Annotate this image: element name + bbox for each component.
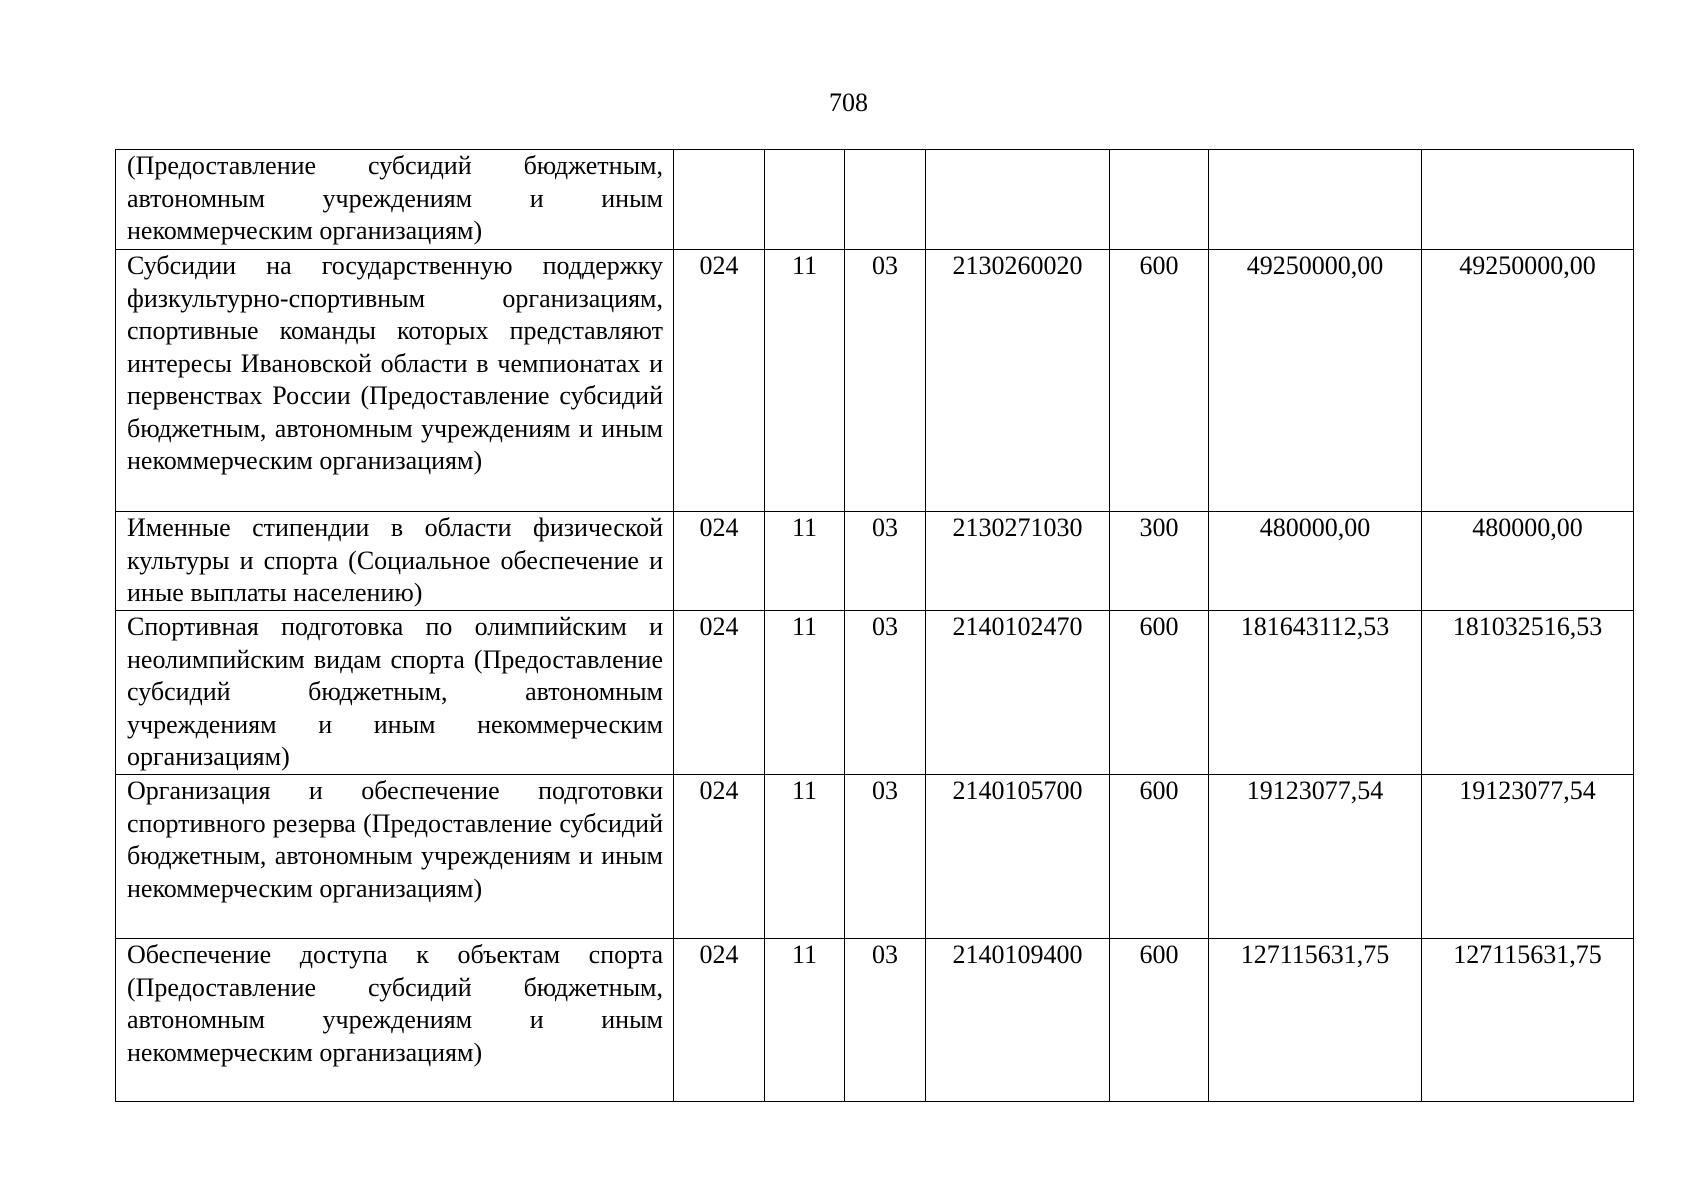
grbs-code: 024 (674, 939, 765, 1102)
page-number: 708 (829, 88, 868, 117)
row-description: (Предоставление субсидий бюджетным, автономным учреждениям и иным некоммерческим организациям) (116, 150, 674, 250)
section-code: 11 (765, 611, 845, 775)
target-article-code: 2130260020 (926, 250, 1110, 512)
amount-year-2: 127115631,75 (1422, 939, 1634, 1102)
target-article-code: 2140109400 (926, 939, 1110, 1102)
table-row (116, 775, 1634, 939)
expense-type-code: 300 (1110, 512, 1209, 611)
grbs-code: 024 (674, 250, 765, 512)
amount-year-2: 480000,00 (1422, 512, 1634, 611)
section-code (765, 150, 845, 250)
amount-year-2 (1422, 150, 1634, 250)
amount-year-1: 19123077,54 (1209, 775, 1422, 939)
section-code: 11 (765, 250, 845, 512)
table-row (116, 939, 1634, 1102)
grbs-code (674, 150, 765, 250)
target-article-code: 2140102470 (926, 611, 1110, 775)
amount-year-2: 19123077,54 (1422, 775, 1634, 939)
amount-year-2: 181032516,53 (1422, 611, 1634, 775)
amount-year-1 (1209, 150, 1422, 250)
row-description: Спортивная подготовка по олимпийским и неолимпийским видам спорта (Предоставление субсидий бюджетным, автономным учреждениям и иным некоммерческим организациям) (116, 611, 674, 775)
target-article-code (926, 150, 1110, 250)
subsection-code: 03 (845, 250, 926, 512)
row-description: Обеспечение доступа к объектам спорта (Предоставление субсидий бюджетным, автономным учреждениям и иным некоммерческим организациям) (116, 939, 674, 1102)
section-code: 11 (765, 775, 845, 939)
expense-type-code: 600 (1110, 939, 1209, 1102)
expense-type-code: 600 (1110, 775, 1209, 939)
expense-type-code: 600 (1110, 250, 1209, 512)
subsection-code: 03 (845, 611, 926, 775)
target-article-code: 2140105700 (926, 775, 1110, 939)
table-row (116, 512, 1634, 611)
expense-type-code (1110, 150, 1209, 250)
expense-type-code: 600 (1110, 611, 1209, 775)
target-article-code: 2130271030 (926, 512, 1110, 611)
budget-table (115, 149, 1634, 1102)
amount-year-1: 181643112,53 (1209, 611, 1422, 775)
section-code: 11 (765, 939, 845, 1102)
row-description: Именные стипендии в области физической культуры и спорта (Социальное обеспечение и иные выплаты населению) (116, 512, 674, 611)
section-code: 11 (765, 512, 845, 611)
subsection-code: 03 (845, 939, 926, 1102)
table-row (116, 250, 1634, 512)
table-row (116, 611, 1634, 775)
row-description: Субсидии на государственную поддержку физкультурно-спортивным организациям, спортивные команды которых представляют интересы Ивановской области в чемпионатах и первенствах России (Предоставление субсидий бюджетным, автономным учреждениям и иным некоммерческим организациям) (116, 250, 674, 512)
row-description: Организация и обеспечение подготовки спортивного резерва (Предоставление субсидий бюджетным, автономным учреждениям и иным некоммерческим организациям) (116, 775, 674, 939)
table-row (116, 150, 1634, 250)
amount-year-1: 127115631,75 (1209, 939, 1422, 1102)
subsection-code (845, 150, 926, 250)
grbs-code: 024 (674, 611, 765, 775)
grbs-code: 024 (674, 775, 765, 939)
subsection-code: 03 (845, 775, 926, 939)
amount-year-1: 49250000,00 (1209, 250, 1422, 512)
subsection-code: 03 (845, 512, 926, 611)
amount-year-2: 49250000,00 (1422, 250, 1634, 512)
amount-year-1: 480000,00 (1209, 512, 1422, 611)
grbs-code: 024 (674, 512, 765, 611)
